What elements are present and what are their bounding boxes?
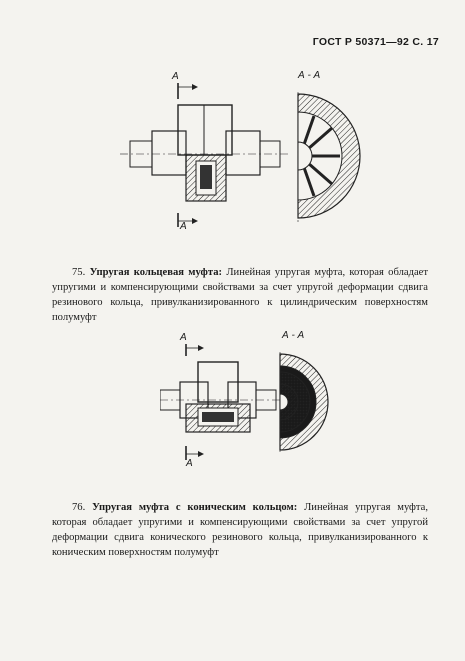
coupling-2-cross-section [278, 352, 338, 452]
coupling-1-section-drawing [120, 75, 290, 235]
cut-label-top: А [180, 332, 187, 343]
clause-76-term: Упругая муфта с коническим кольцом: [92, 502, 298, 513]
clause-76-number: 76. [72, 502, 86, 513]
clause-75 [52, 265, 428, 325]
cut-label-top: А [172, 71, 179, 82]
cut-label-bottom: А [186, 458, 193, 469]
cut-label-bottom: А [180, 221, 187, 232]
figure-1-section [296, 70, 366, 222]
coupling-1-cross-section [296, 92, 366, 222]
figure-2-drawing [160, 332, 280, 475]
section-label: А - А [282, 330, 305, 341]
figure-2-section [278, 330, 338, 452]
coupling-2-section-drawing [160, 340, 280, 475]
clause-76-text: Линейная упругая муфта, которая обладает упругими и компенсирующими свойствами за счет упругой деформации сдвига конического резинового кольца, привулканизированного к коническим поверхностям полумуфт [52, 502, 428, 558]
clause-75-number: 75. [72, 267, 86, 278]
section-label: А - А [298, 70, 321, 81]
clause-75-term: Упругая кольцевая муфта: [89, 267, 223, 278]
clause-76 [52, 500, 428, 560]
clause-75-text: Линейная упругая муфта, которая обладает упругими и компенсирующими свойствами за счет упругой деформации сдвига резинового кольца, привулканизированного к цилиндрическим поверхностям полумуфт [52, 267, 428, 323]
figure-1-drawing [120, 71, 290, 235]
page-header: ГОСТ Р 50371—92 С. 17 [312, 36, 439, 48]
